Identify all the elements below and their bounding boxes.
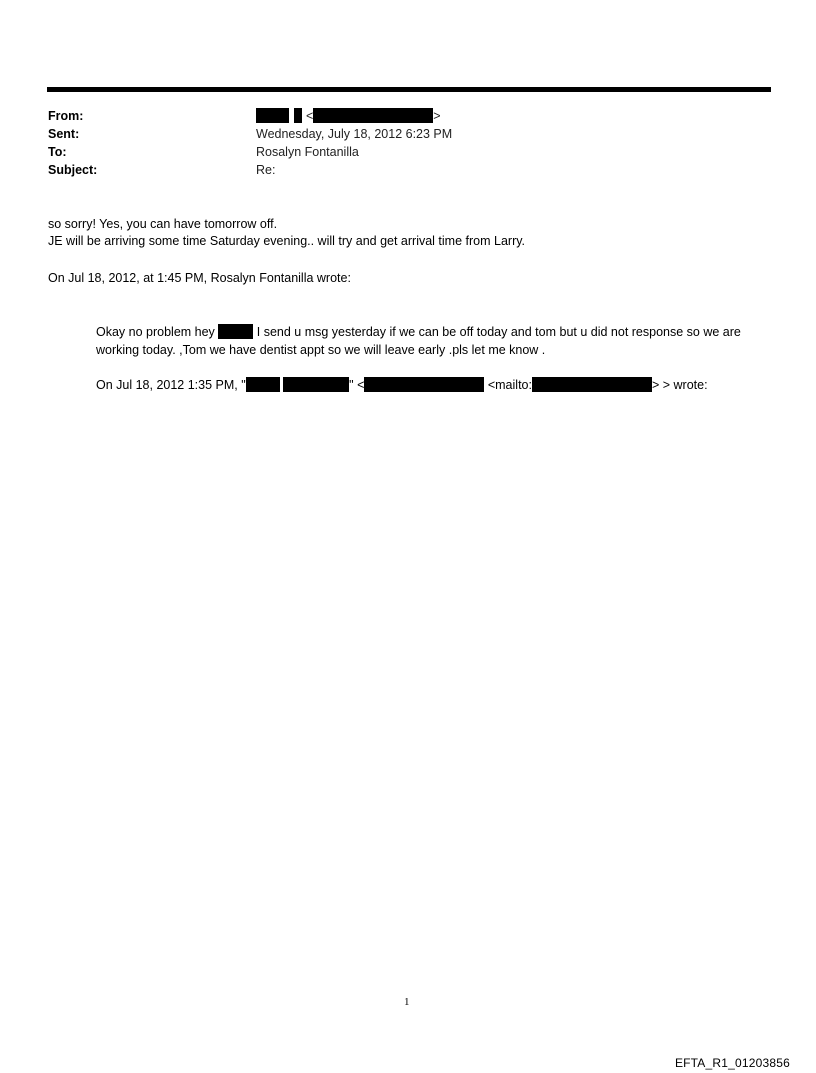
- header-rule: [47, 87, 771, 92]
- page-number: 1: [404, 996, 410, 1008]
- subject-label: Subject:: [48, 163, 98, 177]
- sent-label: Sent:: [48, 127, 80, 141]
- from-value: [256, 107, 441, 125]
- nested-attribution: [48, 376, 811, 394]
- from-gt: >: [433, 109, 441, 123]
- nested-prefix: On Jul 18, 2012 1:35 PM, ": [96, 378, 246, 392]
- nested-suffix: > > wrote:: [651, 378, 708, 392]
- sent-value: Wednesday, July 18, 2012 6:23 PM: [256, 127, 453, 141]
- redaction-box: [364, 377, 484, 392]
- quoted-message: [48, 323, 763, 359]
- body-line-1: so sorry! Yes, you can have tomorrow off.: [48, 217, 278, 231]
- quoted-paragraph: [48, 323, 763, 359]
- body-line-2: JE will be arriving some time Saturday evening.. will try and get arrival time from Larry.: [48, 234, 526, 248]
- redaction-box: [532, 377, 652, 392]
- nested-lt: " <: [349, 378, 365, 392]
- from-label: From:: [48, 109, 84, 123]
- message-body: [48, 216, 768, 250]
- document-id: EFTA_R1_01203856: [674, 1056, 790, 1070]
- redaction-box: [283, 377, 349, 392]
- quote-text-1: Okay no problem hey: [96, 325, 219, 339]
- redaction-box: [256, 108, 289, 123]
- redaction-box: [313, 108, 433, 123]
- reply-attribution: On Jul 18, 2012, at 1:45 PM, Rosalyn Fontanilla wrote:: [48, 271, 351, 285]
- to-label: To:: [48, 145, 67, 159]
- subject-value: Re:: [256, 163, 276, 177]
- from-lt: <: [305, 109, 314, 123]
- quote-text-2: I send u msg yesterday if we can be off today and tom but u did not response so we are working today. ,Tom we have dentist appt so we will leave early .pls let me know .: [96, 325, 741, 357]
- redaction-box: [246, 377, 280, 392]
- redaction-box: [294, 108, 302, 123]
- nested-mailto: <mailto:: [484, 378, 532, 392]
- redaction-box: [218, 324, 253, 339]
- to-value: Rosalyn Fontanilla: [256, 145, 359, 159]
